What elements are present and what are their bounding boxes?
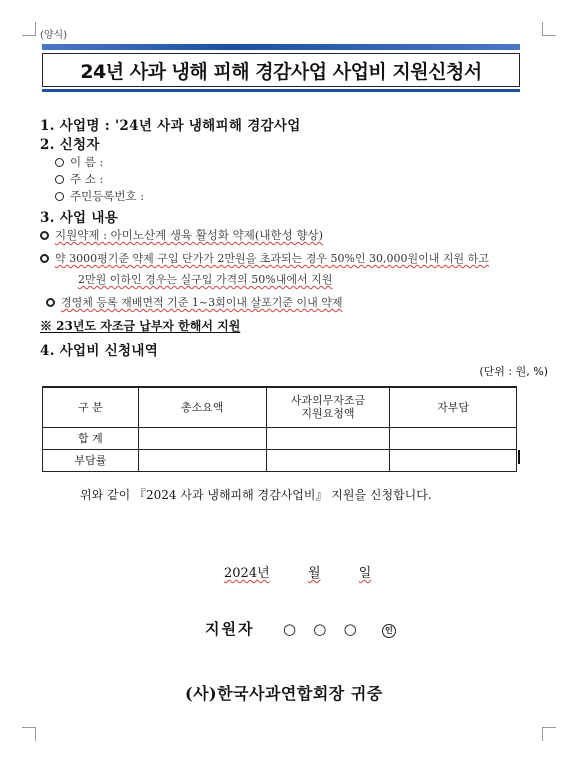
table-header-levy-request: 사과의무자조금 지원요청액 — [266, 387, 390, 427]
applicant-id-label: 주민등록번호 : — [70, 189, 145, 203]
content-item-3 — [46, 294, 342, 310]
applicant-label: 지원자 — [205, 620, 255, 638]
applicant-address-row — [55, 171, 103, 187]
content-item-1-text: 지원약제 : 아미노산계 생육 활성화 약제(내한성 향상) — [55, 228, 324, 242]
title-top-bar — [42, 44, 520, 50]
text-cursor-mark — [518, 450, 520, 464]
content-item-2-text-line1: 약 3000평기준 약제 구입 단가가 2만원을 초과되는 경우 50%인 30,000원이내 지원 하고 — [55, 252, 489, 265]
content-item-2-continued — [78, 271, 332, 287]
application-date — [224, 562, 371, 581]
table-cell[interactable] — [390, 449, 517, 471]
section-4-budget: 4. 사업비 신청내역 — [40, 343, 159, 359]
content-item-2-text-line2: 2만원 이하인 경우는 실구입 가격의 50%내에서 지원 — [78, 273, 333, 286]
applicant-signature-line — [205, 618, 396, 639]
corner-mark-top-right — [542, 22, 556, 36]
applicant-name-label: 이 름 : — [70, 155, 104, 169]
eligibility-note — [40, 317, 240, 334]
corner-mark-bottom-left — [22, 727, 36, 741]
form-tag: (양식) — [40, 30, 68, 41]
date-month: 월 — [307, 566, 321, 581]
table-cell[interactable] — [138, 449, 266, 471]
recipient: (사)한국사과연합회장 귀중 — [185, 684, 383, 703]
table-row-label: 부담률 — [43, 449, 139, 471]
eligibility-note-text: ※ 23년도 자조금 납부자 한해서 지원 — [40, 319, 241, 333]
applicant-address-label: 주 소 : — [70, 172, 104, 186]
table-header-total: 총소요액 — [138, 387, 266, 427]
section-3-content: 3. 사업 내용 — [40, 210, 119, 226]
date-year: 2024년 — [224, 566, 270, 581]
circle-bullet-icon — [46, 298, 55, 307]
circle-bullet-icon — [55, 192, 64, 201]
table-header-self-pay: 자부담 — [390, 387, 517, 427]
applicant-name-placeholder: ○ ○ ○ — [282, 620, 363, 638]
section-2-applicant: 2. 신청자 — [40, 137, 100, 153]
table-header-category: 구 분 — [43, 387, 139, 427]
circle-bullet-icon — [55, 158, 64, 167]
document-title: 24년 사과 냉해 피해 경감사업 사업비 지원신청서 — [42, 53, 520, 87]
circle-bullet-icon — [55, 175, 64, 184]
content-item-1 — [40, 227, 323, 243]
date-day: 일 — [358, 566, 372, 581]
unit-label: (단위 : 원, %) — [479, 365, 548, 378]
application-statement: 위와 같이 『2024 사과 냉해피해 경감사업비』 지원을 신청합니다. — [80, 488, 432, 502]
budget-table — [42, 386, 517, 472]
table-cell[interactable] — [138, 427, 266, 449]
circle-bullet-icon — [40, 254, 49, 263]
table-row — [43, 427, 517, 449]
seal-icon: 인 — [382, 624, 396, 638]
title-block — [42, 44, 520, 92]
content-item-2 — [40, 250, 489, 266]
table-header-row — [43, 387, 517, 427]
table-row-label: 합 계 — [43, 427, 139, 449]
table-cell[interactable] — [390, 427, 517, 449]
title-bottom-bar — [42, 89, 520, 92]
corner-mark-bottom-right — [542, 727, 556, 741]
table-cell[interactable] — [266, 449, 390, 471]
table-row — [43, 449, 517, 471]
corner-mark-top-left — [22, 22, 36, 36]
table-cell[interactable] — [266, 427, 390, 449]
circle-bullet-icon — [40, 231, 49, 240]
applicant-name-row — [55, 154, 103, 170]
content-item-3-text: 경영체 등록 재배면적 기준 1~3회이내 살포기준 이내 약제 — [61, 296, 343, 309]
applicant-id-row — [55, 188, 144, 204]
section-1-project-name: 1. 사업명 : '24년 사과 냉해피해 경감사업 — [40, 118, 301, 134]
